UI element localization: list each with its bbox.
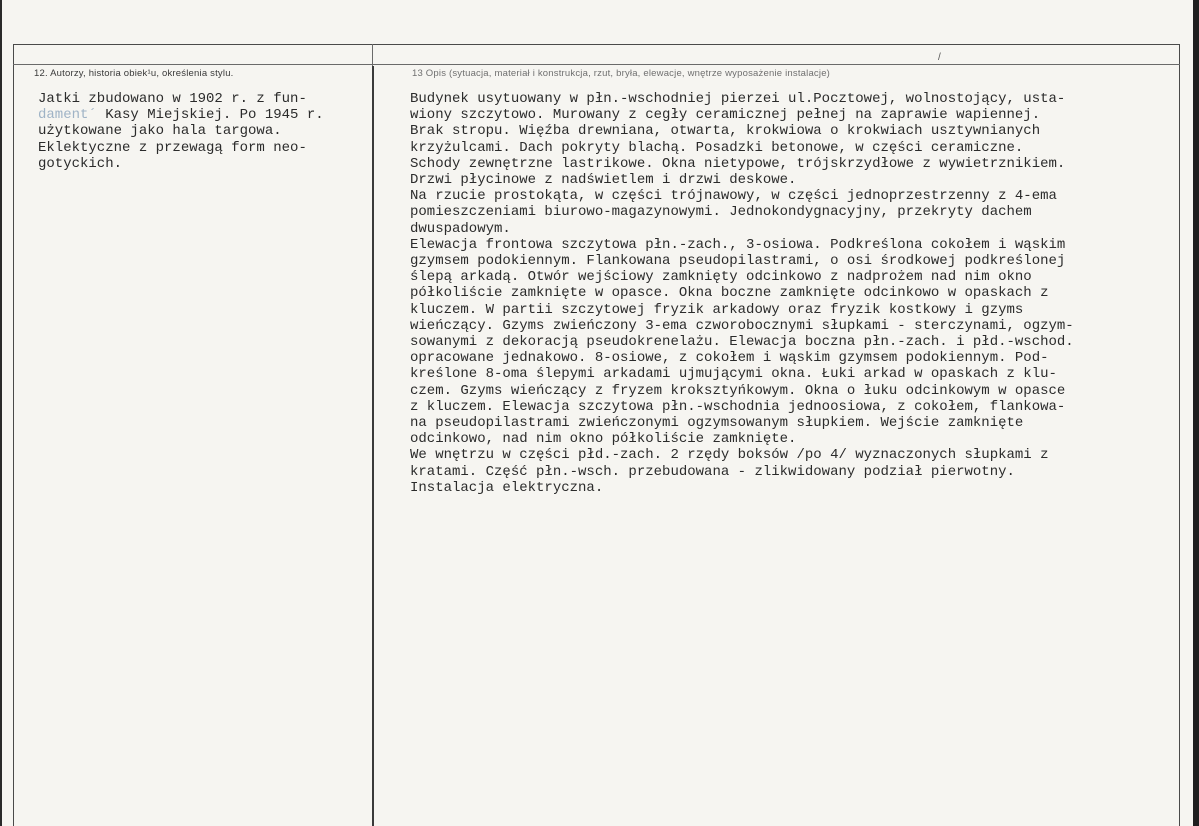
text-line: półkoliście zamknięte w opasce. Okna boczne zamknięte odcinkowo w opaskach z	[410, 285, 1049, 302]
section-12-text	[38, 91, 324, 172]
text-line: gzymsem podokiennym. Flankowana pseudopilastrami, o osi środkowej podkreślonej	[410, 253, 1066, 270]
column-divider	[372, 66, 374, 826]
text-line	[38, 107, 324, 123]
text-line: Schody zewnętrzne lastrikowe. Okna nietypowe, trójskrzydłowe z wywietrznikiem.	[410, 155, 1066, 172]
text-line: kratami. Część płn.-wsch. przebudowana - zlikwidowany podział pierwotny.	[410, 463, 1015, 480]
text-line: opracowane jednakowo. 8-osiowe, z cokołem i wąskim gzymsem podokiennym. Pod-	[410, 350, 1049, 367]
text-line: Na rzucie prostokąta, w części trójnawowy, w części jednoprzestrzenny z 4-ema	[410, 188, 1057, 205]
text-line: Instalacja elektryczna.	[410, 479, 604, 496]
text-line: kreślone 8-oma ślepymi arkadami ujmującymi okna. Łuki arkad w opaskach z klu-	[410, 366, 1057, 383]
text-line: wieńczący. Gzyms zwieńczony 3-ema czworobocznymi słupkami - sterczynami, ogzym-	[410, 317, 1074, 334]
scan-edge-right	[1193, 0, 1199, 826]
text-line: wiony szczytowo. Murowany z cegły ceramicznej pełnej na zaprawie wapiennej.	[410, 107, 1041, 124]
section-12-heading: 12. Autorzy, historia obiek¹u, określenia stylu.	[34, 68, 234, 79]
header-rule	[13, 64, 1180, 65]
text-line: pomieszczeniami biurowo-magazynowymi. Jednokondygnacyjny, przekryty dachem	[410, 204, 1032, 221]
header-divider	[372, 44, 373, 66]
section-13-heading: 13 Opis (sytuacja, materiał i konstrukcja, rzut, bryła, elewacje, wnętrze wyposażenie instalacje)	[412, 68, 831, 79]
section-13-text	[410, 91, 1074, 496]
text-line: Budynek usytuowany w płn.-wschodniej pierzei ul.Pocztowej, wolnostojący, usta-	[410, 91, 1066, 107]
text-line: krzyżulcami. Dach pokryty blachą. Posadzki betonowe, w części ceramiczne.	[410, 139, 1024, 156]
text-line: sowanymi z dekoracją pseudokrenelażu. Elewacja boczna płn.-zach. i płd.-wschod.	[410, 334, 1074, 351]
text-line: ślepą arkadą. Otwór wejściowy zamknięty odcinkowo z nadprożem nad nim okno	[410, 269, 1032, 286]
text-line: Drzwi płycinowe z nadświetlem i drzwi deskowe.	[410, 172, 797, 189]
text-line: Jatki zbudowano w 1902 r. z fun-	[38, 91, 307, 107]
text-line: z kluczem. Elewacja szczytowa płn.-wschodnia jednoosiowa, z cokołem, flankowa-	[410, 398, 1066, 415]
text-line: Eklektyczne z przewagą form neo-	[38, 139, 307, 156]
faded-fragment: dament´	[38, 107, 106, 124]
text-line: czem. Gzyms wieńczący z fryzem kroksztyńkowym. Okna o łuku odcinkowym w opasce	[410, 382, 1066, 399]
text-line: użytkowane jako hala targowa.	[38, 123, 282, 140]
text-line: Elewacja frontowa szczytowa płn.-zach., 3-osiowa. Podkreślona cokołem i wąskim	[410, 236, 1066, 253]
text-line: We wnętrzu w części płd.-zach. 2 rzędy boksów /po 4/ wyznaczonych słupkami z	[410, 447, 1049, 464]
text-line: na pseudopilastrami zwieńczonymi ogzymsowanym słupkiem. Wejście zamknięte	[410, 415, 1024, 432]
text-line: odcinkowo, nad nim okno półkoliście zamknięte.	[410, 431, 797, 448]
corner-mark: /	[938, 52, 941, 63]
text-line: dwuspadowym.	[410, 220, 511, 237]
scan-edge-left	[0, 0, 2, 826]
text-fragment: Kasy Miejskiej. Po 1945 r.	[105, 107, 324, 124]
text-line: gotyckich.	[38, 155, 123, 172]
text-line: kluczem. W partii szczytowej fryzik arkadowy oraz fryzik kostkowy i gzyms	[410, 301, 1024, 318]
text-line: Brak stropu. Więźba drewniana, otwarta, krokwiowa o krokwiach usztywnianych	[410, 123, 1041, 140]
